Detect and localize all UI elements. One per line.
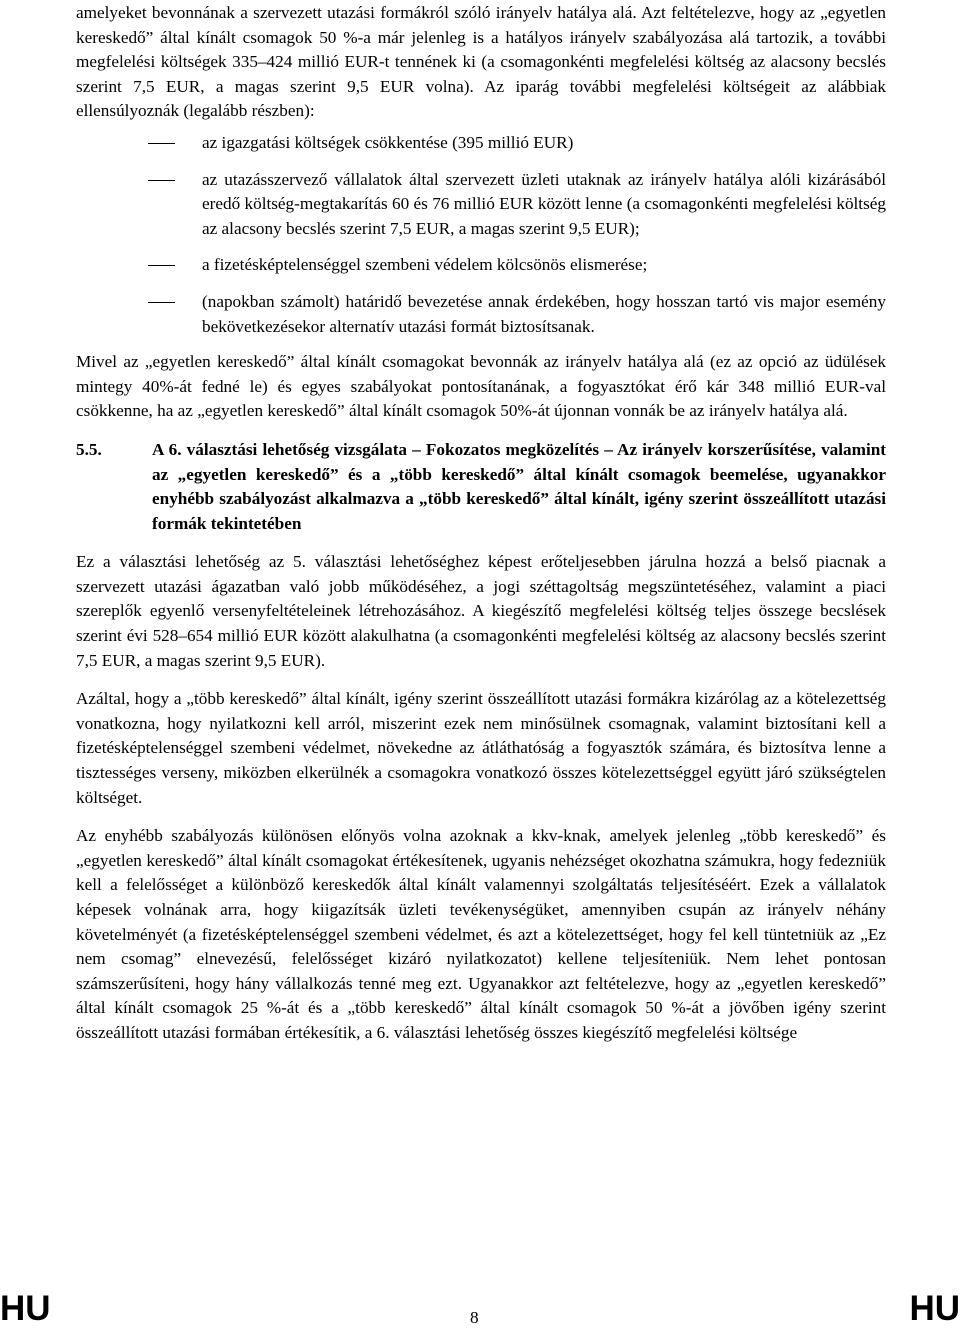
- section-title: A 6. választási lehetőség vizsgálata – Fokozatos megközelítés – Az irányelv korszerűsítése, valamint az „egyetlen kereskedő” és a „több kereskedő” által kínált csomagok beemelése, ugyanakkor enyhébb szabályozást alkalmazva a „több kereskedő” által kínált, igény szerint összeállított utazási formák tekintetében: [152, 439, 886, 533]
- footer-language-code-right: HU: [909, 1289, 960, 1328]
- list-item: az igazgatási költségek csökkentése (395 millió EUR): [76, 131, 886, 156]
- list-item: az utazásszervező vállalatok által szervezett üzleti utaknak az irányelv hatálya alóli kizárásából eredő költség-megtakarítás 60 és 76 millió EUR között lenne (a csomagonkénti megfelelési költség az alacsony becslés szerint 7,5 EUR, a magas szerint 9,5 EUR);: [76, 168, 886, 242]
- page-number: 8: [470, 1308, 479, 1327]
- paragraph-option6-benefits: Ez a választási lehetőség az 5. választási lehetőséghez képest erőteljesebben járulna hozzá a belső piacnak a szervezett utazási ágazatban való jobb működéséhez, a jogi széttagoltság megszüntetéséhez, valamint a piaci szereplők egyenlő versenyfeltételeinek létrehozásához. A kiegészítő megfelelési költség teljes összege becslések szerint évi 528–654 millió EUR között alakulhatna (a csomagonkénti megfelelési költség az alacsony becslés szerint 7,5 EUR, a magas szerint 9,5 EUR).: [76, 552, 886, 670]
- footer-language-code-left: HU: [0, 1289, 51, 1328]
- paragraph-option6-transparency: Azáltal, hogy a „több kereskedő” által kínált, igény szerint összeállított utazási formákra kizárólag az a kötelezettség vonatkozna, hogy nyilatkozni kell arról, miszerint ezek nem minősülnek csomagnak, valamint biztosítani kell a fizetésképtelenséggel szembeni védelmet, növekedne az átláthatóság a fogyasztók számára, és biztosítva lenne a tisztességes verseny, miközben elkerülnék a csomagokra vonatkozó összes kötelezettséggel együtt járó szükségtelen költséget.: [76, 689, 886, 807]
- offsetting-costs-list: [76, 131, 886, 339]
- section-number: 5.5.: [76, 439, 102, 459]
- section-heading: [76, 438, 886, 536]
- paragraph-intro: amelyeket bevonnának a szervezett utazási formákról szóló irányelv hatálya alá. Azt feltételezve, hogy az „egyetlen kereskedő” által kínált csomagok 50 %-a már jelenleg is a hatályos irányelv szabályozása alá tartozik, a további megfelelési költségek 335–424 millió EUR-t tennének ki (a csomagonkénti megfelelési költség az alacsony becslés szerint 7,5 EUR, a magas szerint 9,5 EUR volna). Az iparág további megfelelési költségeit az alábbiak ellensúlyoznák (legalább részben):: [76, 3, 886, 121]
- list-item: a fizetésképtelenséggel szembeni védelem kölcsönös elismerése;: [76, 253, 886, 278]
- paragraph-consumer-detriment: Mivel az „egyetlen kereskedő” által kínált csomagokat bevonnák az irányelv hatálya alá (ez az opció az üdülések mintegy 40%-át fedné le) és egyes szabályokat pontosítanának, a fogyasztókat érő kár 348 millió EUR-val csökkenne, ha az „egyetlen kereskedő” által kínált csomagok 50%-át újonnan vonnák be az irányelv hatálya alá.: [76, 352, 886, 421]
- paragraph-option6-sme: Az enyhébb szabályozás különösen előnyös volna azoknak a kkv-knak, amelyek jelenleg „több kereskedő” és „egyetlen kereskedő” által kínált csomagokat értékesítenek, ugyanis nehézséget okozhatna számukra, hogy fedezniük kell a felelősséget a különböző kereskedők által kínált valamennyi szolgáltatás teljesítéséért. Ezek a vállalatok képesek volnának arra, hogy kiigazítsák üzleti tevékenységüket, amennyiben csupán az irányelv néhány követelményét (a fizetésképtelenséggel szembeni védelmet, és azt a kötelezettséget, hogy fel kell tüntetniük az „Ez nem csomag” elnevezésű, felelősséget kizáró nyilatkozatot) kellene teljesíteniük. Nem lehet pontosan számszerűsíteni, hogy hány vállalkozás tenné meg ezt. Ugyanakkor azt feltételezve, hogy az „egyetlen kereskedő” által kínált csomagok 25 %-át és a „több kereskedő” által kínált csomagok 50 %-át a jövőben igény szerint összeállított utazási formában értékesítik, a 6. választási lehetőség összes kiegészítő megfelelési költsége: [76, 826, 886, 1042]
- list-item: (napokban számolt) határidő bevezetése annak érdekében, hogy hosszan tartó vis major esemény bekövetkezésekor alternatív utazási formát biztosítsanak.: [76, 290, 886, 339]
- document-page: [76, 0, 886, 1046]
